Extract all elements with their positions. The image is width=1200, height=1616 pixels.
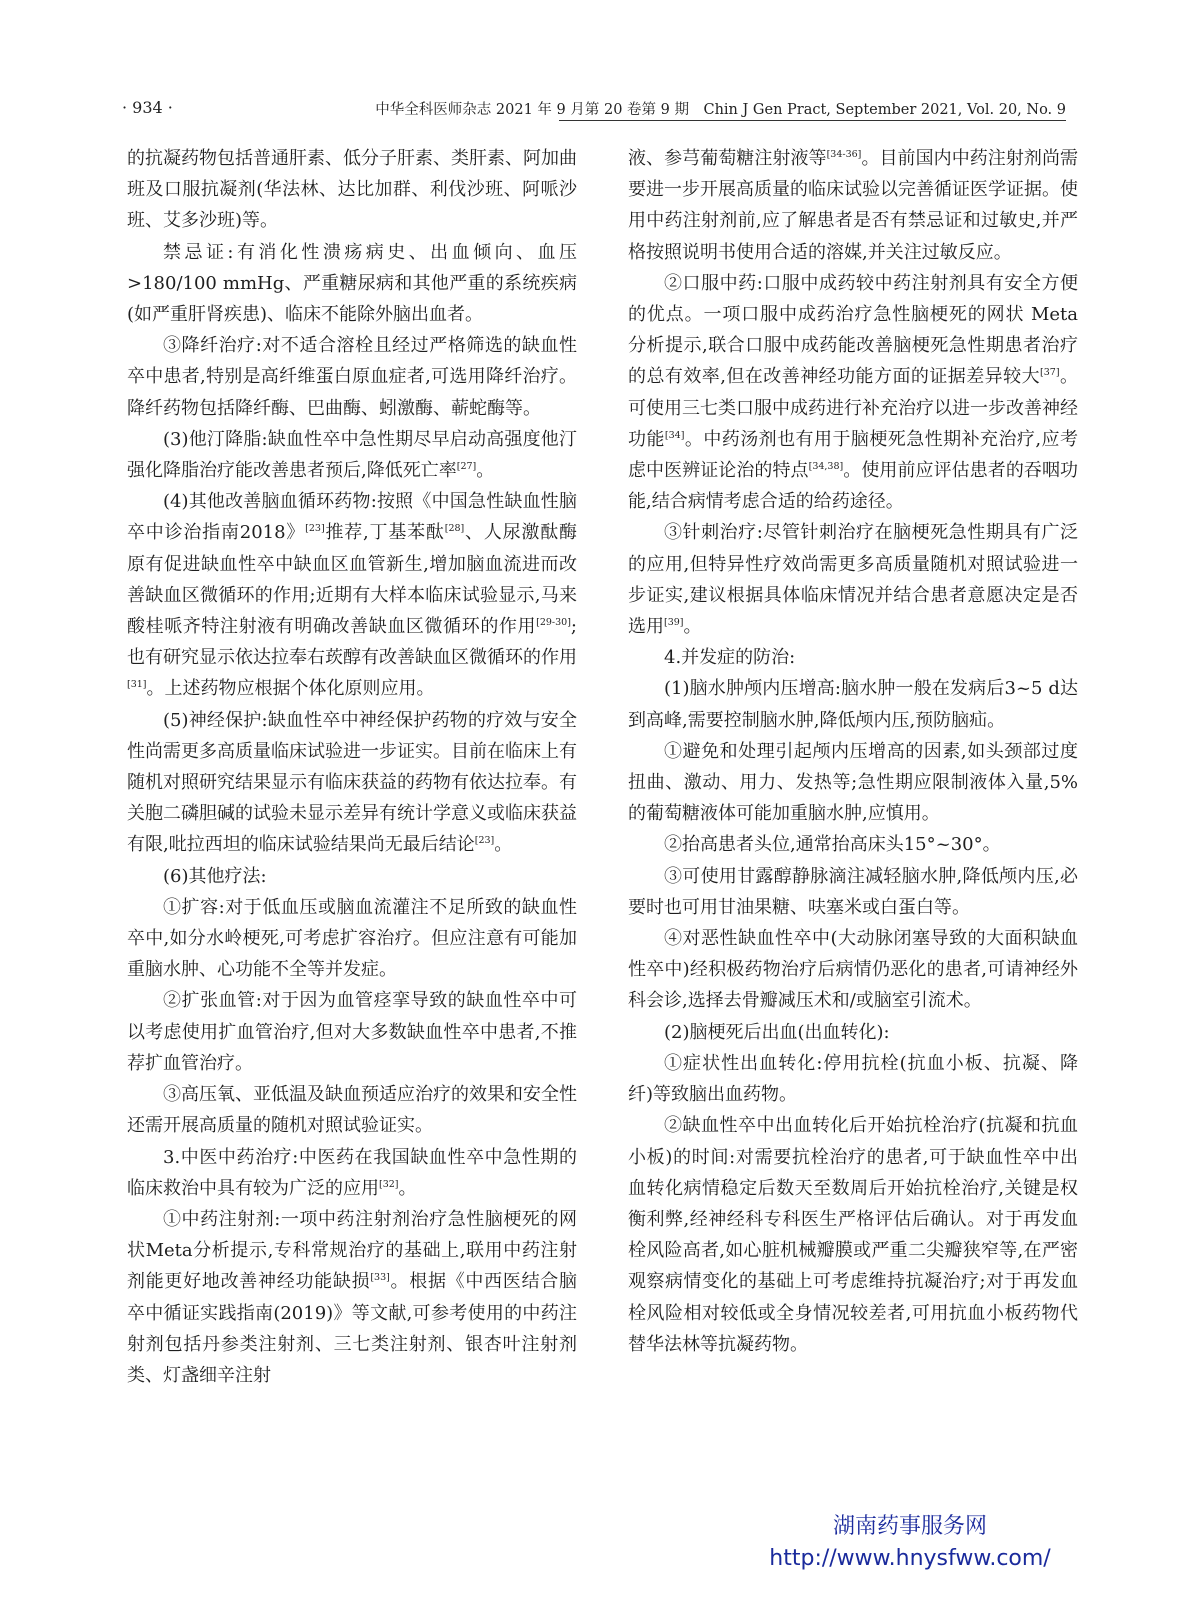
paragraph xyxy=(628,1048,1078,1110)
paragraph-text: ①避免和处理引起颅内压增高的因素,如头颈部过度扭曲、激动、用力、发热等;急性期应限制液体入量,5%的葡萄糖液体可能加重脑水肿,应慎用。 xyxy=(628,740,1078,825)
paragraph-text: 。 xyxy=(494,834,513,856)
header-rule xyxy=(559,120,1066,121)
paragraph-text: ④对恶性缺血性卒中(大动脉闭塞导致的大面积缺血性卒中)经积极药物治疗后病情仍恶化的患者,可请神经外科会诊,选择去骨瓣减压术和/或脑室引流术。 xyxy=(628,928,1078,1012)
paragraph xyxy=(628,268,1078,518)
citation-ref: [34,38] xyxy=(808,461,844,473)
paragraph xyxy=(628,1110,1078,1360)
paragraph xyxy=(127,424,577,486)
paragraph xyxy=(628,517,1078,642)
paragraph xyxy=(127,985,577,1079)
citation-ref: [33] xyxy=(370,1272,390,1284)
paragraph-text: ①扩容:对于低血压或脑血流灌注不足所致的缺血性卒中,如分水岭梗死,可考虑扩容治疗。但应注意有可能加重脑水肿、心功能不全等并发症。 xyxy=(127,896,577,981)
left-column xyxy=(127,143,577,1391)
paragraph xyxy=(628,923,1078,1017)
paragraph-text: ①中药注射剂:一项中药注射剂治疗急性脑梗死的网状Meta分析提示,专科常规治疗的基础上,联用中药注射剂能更好地改善神经功能缺损 xyxy=(127,1208,577,1293)
paragraph xyxy=(127,330,577,424)
paragraph xyxy=(628,642,1078,673)
paragraph-text: ③针刺治疗:尽管针刺治疗在脑梗死急性期具有广泛的应用,但特异性疗效尚需更多高质量随机对照试验进一步证实,建议根据具体临床情况并结合患者意愿决定是否选用 xyxy=(628,522,1078,638)
paragraph-text: 。目前国内中药注射剂尚需要进一步开展高质量的临床试验以完善循证医学证据。使用中药注射剂前,应了解患者是否有禁忌证和过敏史,并严格按照说明书使用合适的溶媒,并关注过敏反应。 xyxy=(628,148,1079,263)
paragraph xyxy=(628,861,1078,923)
paragraph xyxy=(127,1142,577,1204)
paragraph-text: (6)其他疗法: xyxy=(163,865,267,887)
page-header xyxy=(122,94,1066,124)
citation-ref: [23] xyxy=(305,523,325,535)
paragraph xyxy=(127,486,577,704)
paragraph-text: 。 xyxy=(683,616,702,638)
watermark-footer xyxy=(760,1510,1060,1574)
site-name: 湖南药事服务网 xyxy=(832,1514,987,1539)
paragraph xyxy=(127,861,577,892)
paragraph-text: 禁忌证:有消化性溃疡病史、出血倾向、血压>180/100 mmHg、严重糖尿病和其他严重的系统疾病(如严重肝肾疾患)、临床不能除外脑出血者。 xyxy=(127,241,577,326)
citation-ref: [29-30] xyxy=(536,617,571,629)
paragraph xyxy=(127,705,577,861)
paragraph-text: ②口服中药:口服中成药较中药注射剂具有安全方便的优点。一项口服中成药治疗急性脑梗死的网状 Meta 分析提示,联合口服中成药能改善脑梗死急性期患者治疗的总有效率,但在改善神经功能方面的证据差异较大 xyxy=(628,272,1078,388)
paragraph-text: (4)其他改善脑血循环药物:按照《中国急性缺血性脑卒中诊治指南2018》 xyxy=(127,491,577,544)
paragraph xyxy=(628,736,1078,830)
paragraph-text: 。中药汤剂也有用于脑梗死急性期补充治疗,应考虑中医辨证论治的特点 xyxy=(628,428,1078,482)
paragraph-text: ②抬高患者头位,通常抬高床头15°~30°。 xyxy=(664,834,1001,856)
right-column xyxy=(628,143,1078,1360)
running-head: 中华全科医师杂志 2021 年 9 月第 20 卷第 9 期 Chin J Gen Pract, September 2021, Vol. 20, No. 9 xyxy=(375,102,1066,118)
paragraph-text: ①症状性出血转化:停用抗栓(抗血小板、抗凝、降纤)等致脑出血药物。 xyxy=(628,1052,1078,1106)
paragraph-text: 的抗凝药物包括普通肝素、低分子肝素、类肝素、阿加曲班及口服抗凝剂(华法林、达比加群、利伐沙班、阿哌沙班、艾多沙班)等。 xyxy=(127,148,577,232)
paragraph xyxy=(127,237,577,331)
paragraph-text: 。 xyxy=(398,1177,417,1199)
citation-ref: [31] xyxy=(127,679,147,691)
citation-ref: [37] xyxy=(1040,367,1060,379)
site-url-link[interactable]: http://www.hnysfww.com/ xyxy=(769,1546,1051,1571)
paragraph-text: ③高压氧、亚低温及缺血预适应治疗的效果和安全性还需开展高质量的随机对照试验证实。 xyxy=(127,1084,577,1137)
paragraph-text: 。 xyxy=(476,460,495,482)
citation-ref: [23] xyxy=(474,835,495,847)
citation-ref: [34-36] xyxy=(826,149,862,160)
paragraph-text: 推荐,丁基苯酞 xyxy=(324,522,445,544)
paragraph-text: ②扩张血管:对于因为血管痉挛导致的缺血性卒中可以考虑使用扩血管治疗,但对大多数缺血性卒中患者,不推荐扩血管治疗。 xyxy=(127,990,577,1074)
paragraph-text: 。根据《中西医结合脑卒中循证实践指南(2019)》等文献,可参考使用的中药注射剂包括丹参类注射剂、三七类注射剂、银杏叶注射剂类、灯盏细辛注射 xyxy=(127,1271,578,1386)
citation-ref: [27] xyxy=(456,461,477,473)
paragraph xyxy=(628,673,1078,735)
paragraph-text: 3.中医中药治疗:中医药在我国缺血性卒中急性期的临床救治中具有较为广泛的应用 xyxy=(127,1146,577,1199)
paragraph-text: 4.并发症的防治: xyxy=(664,647,796,669)
paragraph-text: 。上述药物应根据个体化原则应用。 xyxy=(146,678,435,700)
paragraph xyxy=(127,1204,577,1391)
paragraph-text: 。可使用三七类口服中成药进行补充治疗以进一步改善神经功能 xyxy=(628,366,1078,450)
paragraph xyxy=(127,892,577,986)
paragraph-text: ;也有研究显示依达拉奉右莰醇有改善缺血区微循环的作用 xyxy=(127,616,577,669)
paragraph-text: 液、参芎葡萄糖注射液等 xyxy=(628,148,827,169)
paragraph-text: ③降纤治疗:对不适合溶栓且经过严格筛选的缺血性卒中患者,特别是高纤维蛋白原血症者,可选用降纤治疗。降纤药物包括降纤酶、巴曲酶、蚓激酶、蕲蛇酶等。 xyxy=(127,335,577,419)
paragraph xyxy=(628,829,1078,860)
paragraph-text: 、人尿激酞酶原有促进缺血性卒中缺血区血管新生,增加脑血流进而改善缺血区微循环的作用;近期有大样本临床试验显示,马来酸桂哌齐特注射液有明确改善缺血区微循环的作用 xyxy=(127,522,578,638)
citation-ref: [39] xyxy=(664,617,684,629)
paragraph xyxy=(628,1017,1078,1048)
citation-ref: [34] xyxy=(664,429,685,441)
paragraph-text: ②缺血性卒中出血转化后开始抗栓治疗(抗凝和抗血小板)的时间:对需要抗栓治疗的患者,可于缺血性卒中出血转化病情稳定后数天至数周后开始抗栓治疗,关键是权衡利弊,经神经科专科医生严格评估后确认。对于再发血栓风险高者,如心脏机械瓣膜或严重二尖瓣狭窄等,在严密观察病情变化的基础上可考虑维持抗凝治疗;对于再发血栓风险相对较低或全身情况较差者,可用抗血小板药物代替华法林等抗凝药物。 xyxy=(628,1115,1078,1355)
paragraph-text: (1)脑水肿颅内压增高:脑水肿一般在发病后3~5 d达到高峰,需要控制脑水肿,降低颅内压,预防脑疝。 xyxy=(628,678,1078,731)
paragraph xyxy=(127,143,577,237)
paragraph-text: (2)脑梗死后出血(出血转化): xyxy=(664,1021,890,1043)
paragraph-text: 。使用前应评估患者的吞咽功能,结合病情考虑合适的给药途径。 xyxy=(628,460,1079,513)
paragraph xyxy=(628,143,1078,268)
paragraph-text: (5)神经保护:缺血性卒中神经保护药物的疗效与安全性尚需更多高质量临床试验进一步证实。目前在临床上有随机对照研究结果显示有临床获益的药物有依达拉奉。有关胞二磷胆碱的试验未显示差异有统计学意义或临床获益有限,吡拉西坦的临床试验结果尚无最后结论 xyxy=(127,709,577,856)
page-number: · 934 · xyxy=(122,98,173,117)
citation-ref: [32] xyxy=(379,1178,399,1190)
paragraph xyxy=(127,1079,577,1141)
paragraph-text: (3)他汀降脂:缺血性卒中急性期尽早启动高强度他汀强化降脂治疗能改善患者预后,降低死亡率 xyxy=(127,428,577,482)
citation-ref: [28] xyxy=(444,523,465,535)
paragraph-text: ③可使用甘露醇静脉滴注减轻脑水肿,降低颅内压,必要时也可用甘油果糖、呋塞米或白蛋白等。 xyxy=(628,865,1078,918)
